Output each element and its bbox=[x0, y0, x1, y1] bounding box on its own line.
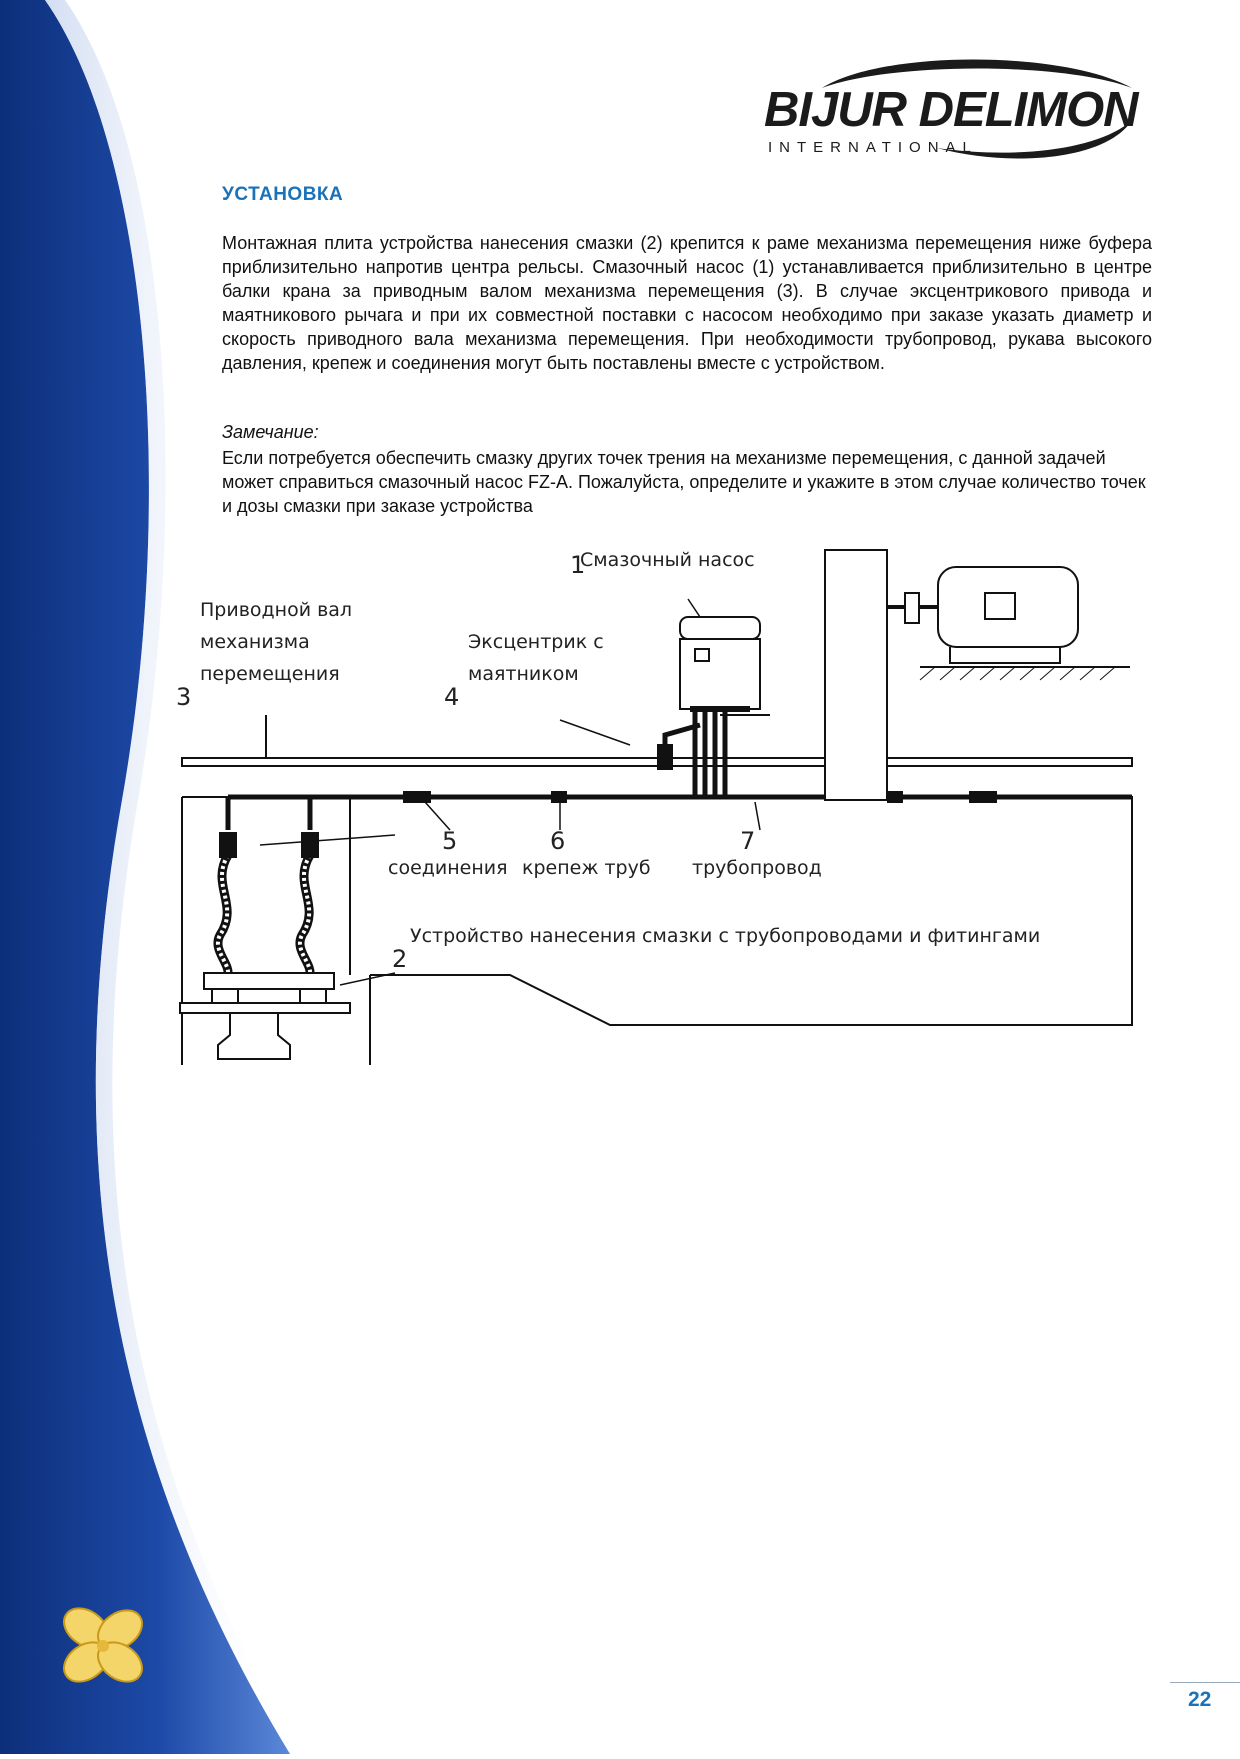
label-eccentric-number: 4 bbox=[444, 683, 460, 711]
note-body: Если потребуется обеспечить смазку других точек трения на механизме перемещения, с данной задачей может справиться смазочный насос FZ-A. Пожалуйста, определите и укажите в этом случае количество точек и дозы смазки при заказе устройства bbox=[222, 448, 1146, 516]
label-shaft-line3: перемещения bbox=[200, 663, 340, 685]
label-eccentric-line2: маятником bbox=[468, 663, 579, 685]
label-eccentric-line1: Эксцентрик с bbox=[468, 631, 604, 653]
note-title: Замечание: bbox=[222, 422, 319, 442]
label-pump-number: 1 bbox=[570, 551, 586, 579]
brand-subtitle: INTERNATIONAL bbox=[768, 139, 978, 156]
intro-paragraph: Монтажная плита устройства нанесения смазки (2) крепится к раме механизма перемещения ниже буфера приблизительно напротив центра рельсы. Смазочный насос (1) устанавливается приблизительно в центре балки крана за приводным валом механизма перемещения (3). В случае эксцентрикового привода и маятникового рычага и при их совместной поставки с насосом необходимо при заказе указать диаметр и скорость приводного вала механизма перемещения. При необходимости трубопровод, рукава высокого давления, крепеж и соединения могут быть поставлены вместе с устройством. bbox=[222, 233, 1152, 373]
label-shaft-number: 3 bbox=[176, 683, 192, 711]
label-joints-number: 5 bbox=[442, 827, 458, 855]
label-joints: соединения bbox=[388, 857, 508, 879]
label-pipe: трубопровод bbox=[692, 857, 822, 879]
label-device-number: 2 bbox=[392, 945, 408, 973]
page-number-divider bbox=[1170, 1682, 1240, 1683]
clover-logo-icon bbox=[48, 1590, 158, 1700]
brand-name: BIJUR DELIMON bbox=[764, 83, 1138, 137]
diagram-drawing bbox=[160, 545, 1140, 1075]
page-number: 22 bbox=[1188, 1688, 1212, 1711]
label-pipe-number: 7 bbox=[740, 827, 756, 855]
label-shaft-line1: Приводной вал bbox=[200, 599, 353, 621]
label-shaft-line2: механизма bbox=[200, 631, 310, 653]
installation-diagram bbox=[160, 545, 1140, 1075]
section-heading: УСТАНОВКА bbox=[222, 184, 344, 205]
label-device: Устройство нанесения смазки с трубопроводами и фитингами bbox=[410, 925, 1041, 947]
brand-logo bbox=[762, 48, 1162, 160]
label-pump: Смазочный насос bbox=[580, 549, 755, 571]
label-clamps-number: 6 bbox=[550, 827, 566, 855]
label-clamps: крепеж труб bbox=[522, 857, 651, 879]
